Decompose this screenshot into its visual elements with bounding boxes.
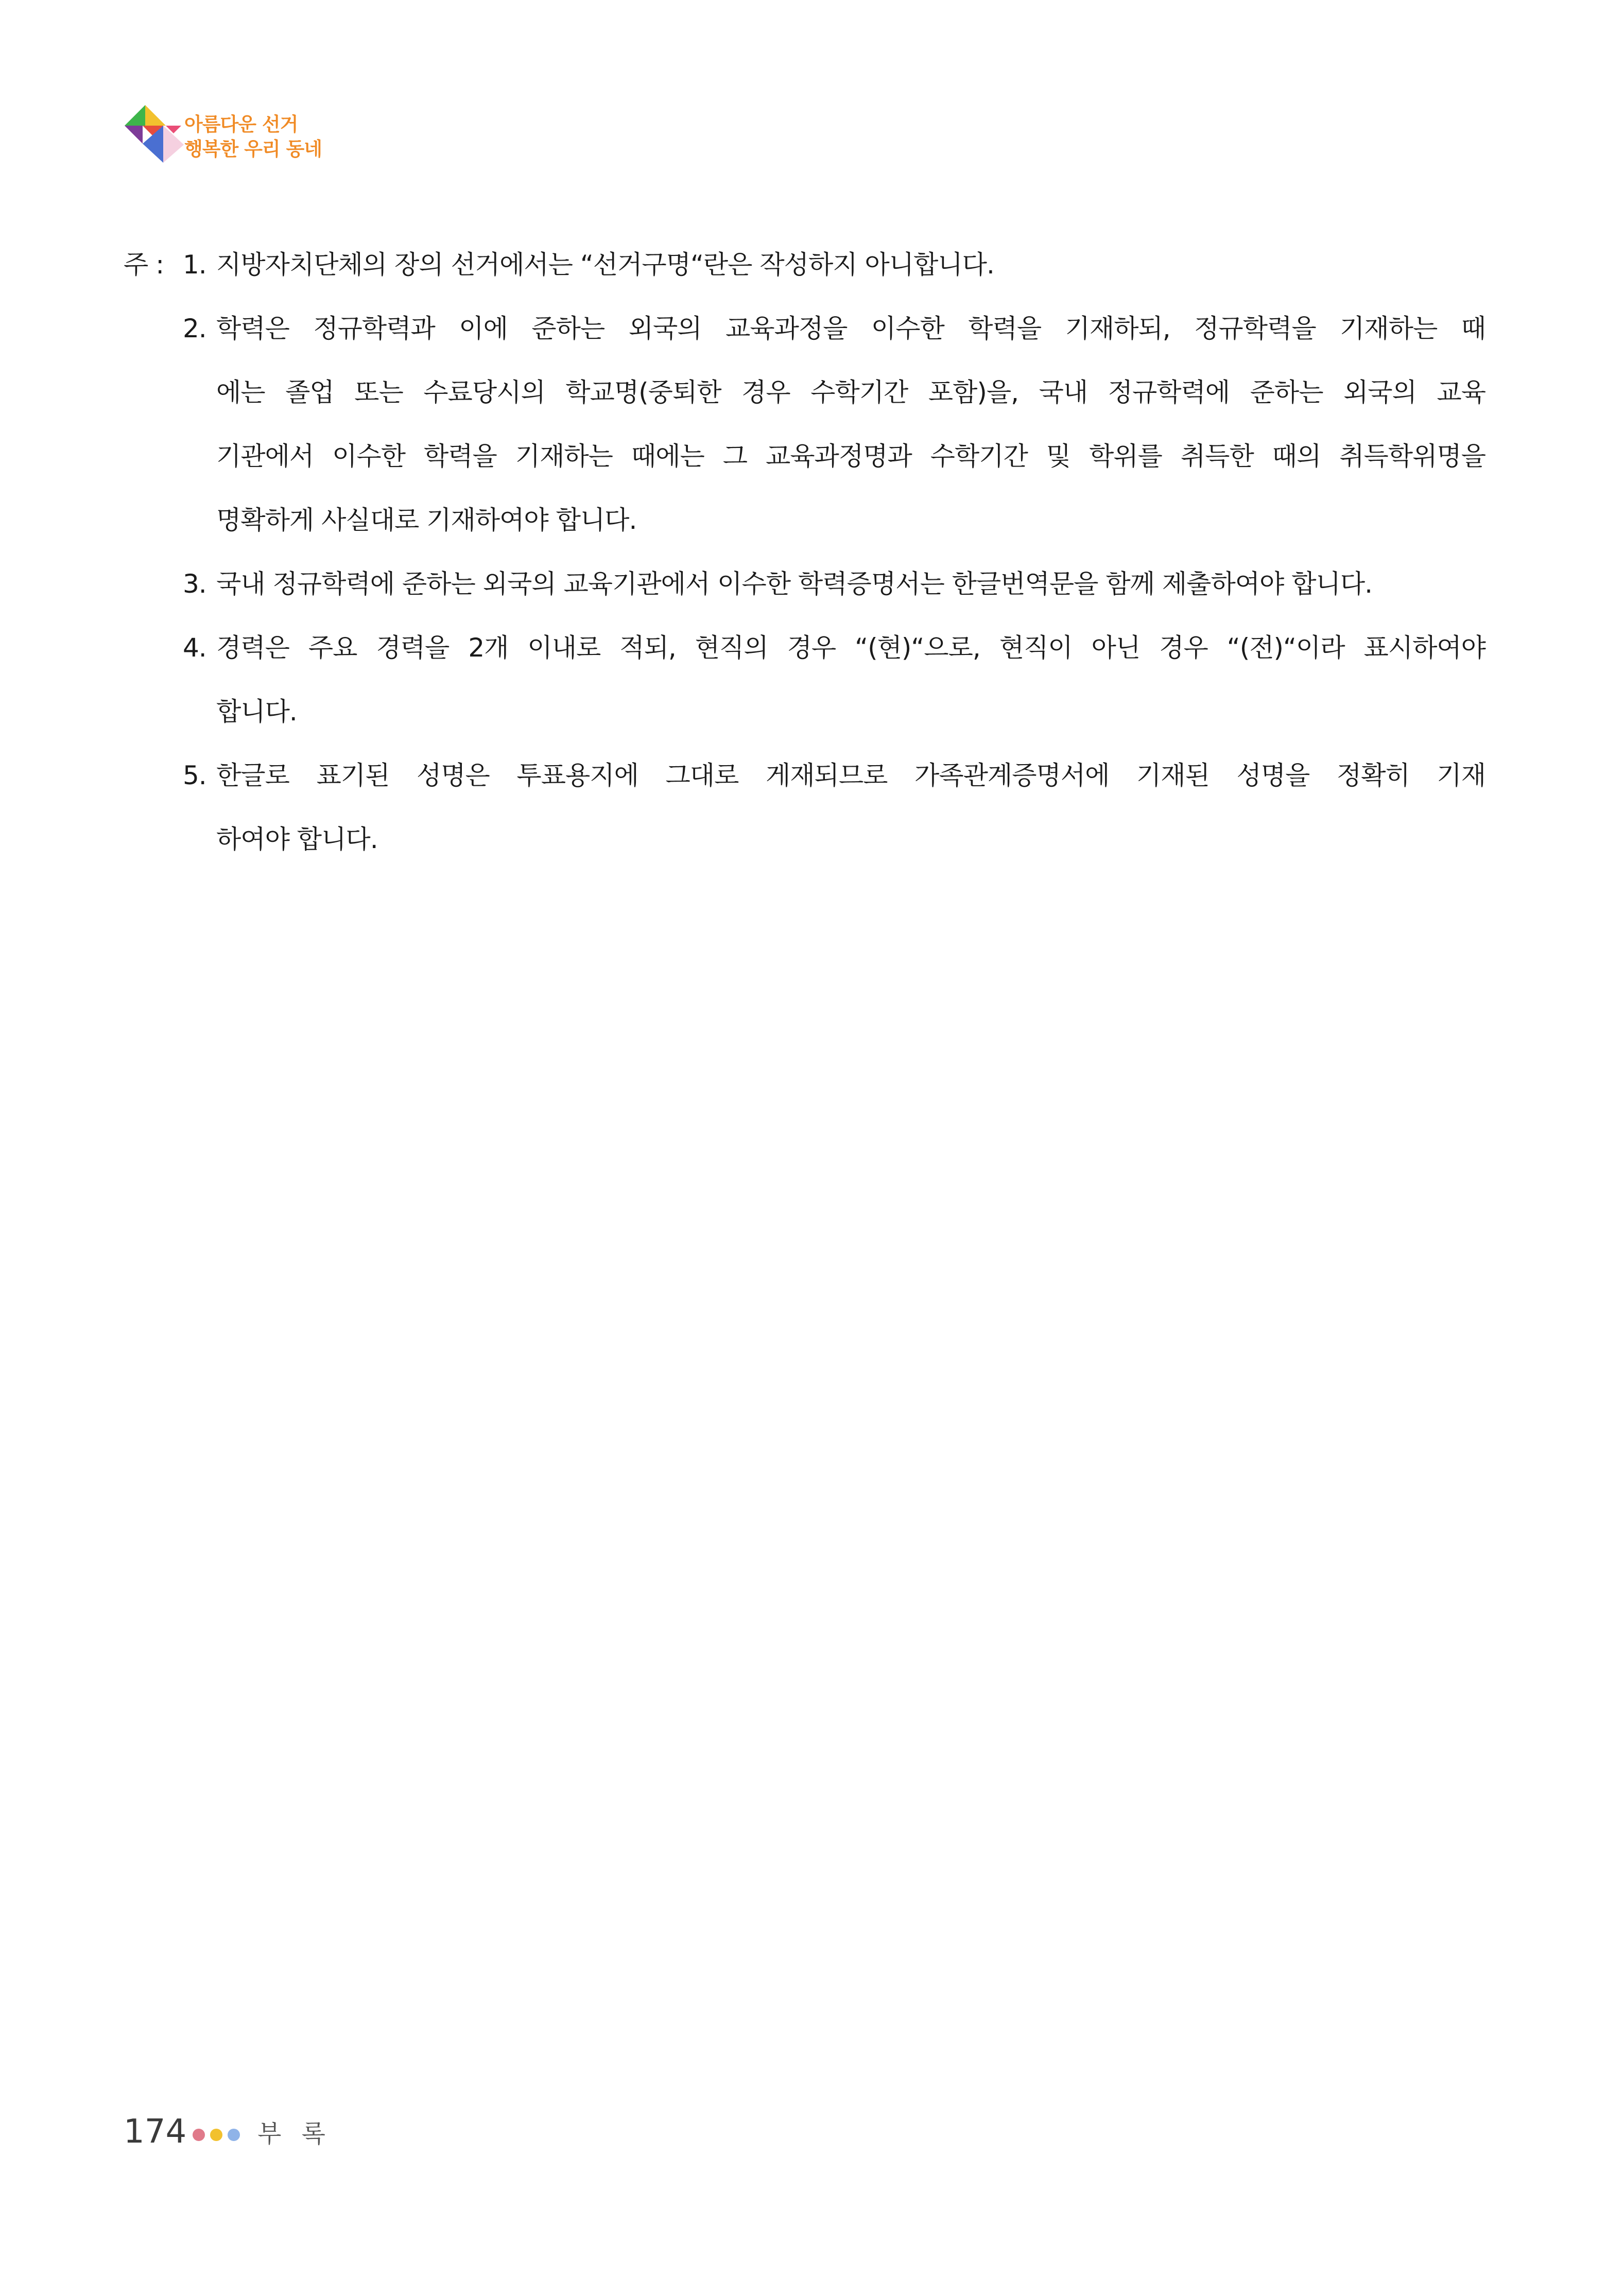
note-line: 명확하게 사실대로 기재하여야 합니다. xyxy=(216,505,637,535)
page-number: 174 xyxy=(124,2113,187,2151)
section-label: 부 록 xyxy=(257,2119,332,2148)
note-line: 하여야 합니다. xyxy=(216,824,378,854)
footer-dots xyxy=(193,2129,254,2143)
footer-dot-1 xyxy=(193,2129,205,2141)
note-number: 5. xyxy=(183,761,206,790)
note-line: 지방자치단체의 장의 선거에서는 “선거구명“란은 작성하지 아니합니다. xyxy=(216,250,994,280)
note-line: 학력은 정규학력과 이에 준하는 외국의 교육과정을 이수한 학력을 기재하되, 정규학력을 기재하는 때 xyxy=(216,314,1485,343)
note-text xyxy=(216,760,1485,887)
footer-dot-3 xyxy=(228,2129,240,2141)
note-line: 국내 정규학력에 준하는 외국의 교육기관에서 이수한 학력증명서는 한글번역문을 함께 제출하여야 합니다. xyxy=(216,569,1373,599)
header-logo xyxy=(114,101,351,178)
note-line: 합니다. xyxy=(216,697,297,727)
note-line: 경력은 주요 경력을 2개 이내로 적되, 현직의 경우 “(현)“으로, 현직이 아닌 경우 “(전)“이라 표시하여야 xyxy=(216,633,1485,663)
note-text xyxy=(216,313,1485,568)
logo-shape-yellow xyxy=(145,105,166,126)
footer-dot-2 xyxy=(210,2129,222,2141)
note-number: 3. xyxy=(183,569,206,599)
note-line: 한글로 표기된 성명은 투표용지에 그대로 게재되므로 가족관계증명서에 기재된 성명을 정확히 기재 xyxy=(216,761,1485,790)
note-number: 4. xyxy=(183,633,206,663)
logo-shape-green xyxy=(125,105,145,126)
note-text xyxy=(216,568,1485,632)
logo-shape-purple xyxy=(125,126,143,144)
logo-text xyxy=(184,112,322,162)
note-text xyxy=(216,249,1349,313)
logo-line-2: 행복한 우리 동네 xyxy=(184,138,322,160)
note-text xyxy=(216,632,1485,760)
note-number: 1. xyxy=(183,250,206,280)
note-line: 에는 졸업 또는 수료당시의 학교명(중퇴한 경우 수학기간 포함)을, 국내 정규학력에 준하는 외국의 교육 xyxy=(216,377,1485,407)
logo-line-1: 아름다운 선거 xyxy=(184,113,298,135)
note-number: 2. xyxy=(183,314,206,343)
notes-prefix: 주 : xyxy=(124,250,164,280)
page-footer xyxy=(124,2111,484,2152)
note-line: 기관에서 이수한 학력을 기재하는 때에는 그 교육과정명과 수학기간 및 학위를 취득한 때의 취득학위명을 xyxy=(216,441,1485,471)
